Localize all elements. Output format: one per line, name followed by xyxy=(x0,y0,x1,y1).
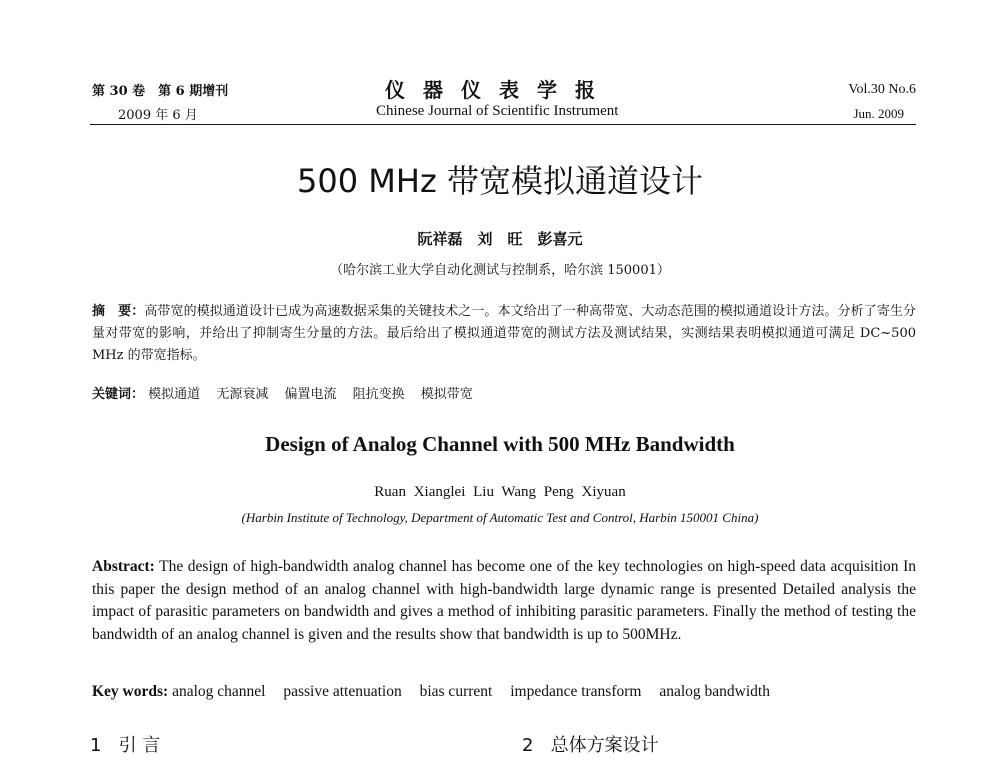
issue-date: 2009 年 6 月 xyxy=(118,108,198,123)
section-number: 1 xyxy=(90,735,102,756)
affiliation-en: (Harbin Institute of Technology, Department of Automatic Test and Control, Harbin 150001 China) xyxy=(241,510,759,525)
abstract-cn-label: 摘 要： xyxy=(92,304,145,319)
section-title: 总体方案设计 xyxy=(550,735,659,756)
keyword-cn: 模拟通道 xyxy=(148,387,201,402)
section-heading-2 xyxy=(522,731,659,757)
abstract-en-label: Abstract: xyxy=(92,558,155,575)
paper-title-en: Design of Analog Channel with 500 MHz Bandwidth xyxy=(265,432,735,456)
abstract-en-text: The design of high-bandwidth analog channel has become one of the key technologies on high-speed data acquisition In this paper the design method of an analog channel with high-bandwidth large dynamic range is presented Detailed analysis the impact of parasitic parameters on bandwidth and gives a method of inhibiting parasitic parameters. Finally the method of testing the bandwidth of an analog channel is given and the results show that bandwidth is up to 500MHz. xyxy=(92,558,916,643)
abstract-cn xyxy=(92,301,916,367)
keyword-en: passive attenuation xyxy=(283,683,402,700)
keywords-en-label: Key words: xyxy=(92,683,169,700)
keywords-en xyxy=(92,683,916,701)
journal-name-en: Chinese Journal of Scientific Instrument xyxy=(376,103,619,119)
section-number: 2 xyxy=(522,735,534,756)
section-heading-1 xyxy=(90,731,160,757)
section-title: 引 言 xyxy=(118,735,161,756)
keyword-cn: 阻抗变换 xyxy=(352,387,405,402)
journal-name-cn: 仪器仪表学报 xyxy=(385,78,613,102)
keyword-cn: 偏置电流 xyxy=(284,387,337,402)
keyword-en: bias current xyxy=(419,683,493,700)
keywords-cn xyxy=(92,383,916,402)
affiliation-cn: （哈尔滨工业大学自动化测试与控制系，哈尔滨 150001） xyxy=(330,263,670,278)
keyword-cn: 模拟带宽 xyxy=(420,387,473,402)
keywords-cn-label: 关键词： xyxy=(92,387,145,402)
paper-title-cn: 500 MHz 带宽模拟通道设计 xyxy=(297,162,703,200)
keyword-cn: 无源衰减 xyxy=(216,387,269,402)
keyword-en: analog bandwidth xyxy=(659,683,770,700)
abstract-cn-text: 高带宽的模拟通道设计已成为高速数据采集的关键技术之一。本文给出了一种高带宽、大动态范围的模拟通道设计方法。分析了寄生分量对带宽的影响，并给出了抑制寄生分量的方法。最后给出了模拟通道带宽的测试方法及测试结果，实测结果表明模拟通道可满足 DC~500 MHz 的带宽指标。 xyxy=(92,304,916,363)
abstract-en xyxy=(92,556,916,646)
keyword-en: impedance transform xyxy=(510,683,642,700)
volume-issue: 第 30 卷 第 6 期增刊 xyxy=(92,84,229,99)
authors-cn: 阮祥磊 刘 旺 彭喜元 xyxy=(417,230,583,248)
authors-en: Ruan Xianglei Liu Wang Peng Xiyuan xyxy=(374,484,626,500)
issue-date-en: Jun. 2009 xyxy=(853,106,904,121)
keyword-en: analog channel xyxy=(172,683,266,700)
volume-number-en: Vol.30 No.6 xyxy=(848,82,916,97)
header-rule xyxy=(90,124,916,125)
